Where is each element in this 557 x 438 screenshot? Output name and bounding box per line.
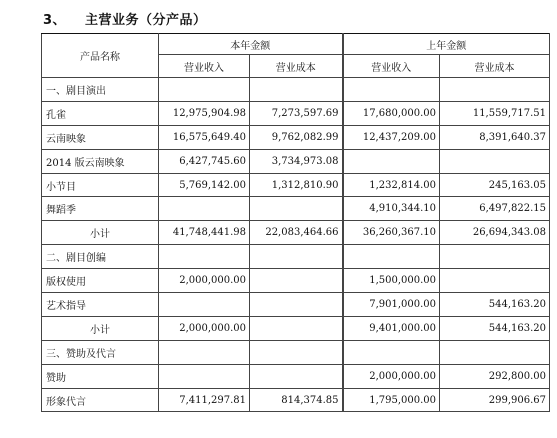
- header-row-1: [42, 34, 550, 55]
- prior-cost-cell: [440, 340, 550, 364]
- prior-revenue-cell: 1,500,000.00: [343, 269, 440, 293]
- table-row: [42, 364, 550, 388]
- header-prior-revenue: 营业收入: [343, 55, 440, 78]
- product-name-cell: 版权使用: [42, 269, 159, 293]
- prior-cost-cell: 8,391,640.37: [440, 125, 550, 149]
- prior-cost-cell: 544,163.20: [440, 293, 550, 317]
- table-row: [42, 388, 550, 412]
- current-cost-cell: 3,734,973.08: [250, 149, 343, 173]
- prior-revenue-cell: 17,680,000.00: [343, 101, 440, 125]
- prior-cost-cell: [440, 149, 550, 173]
- product-name-cell: 孔雀: [42, 101, 159, 125]
- header-current-revenue: 营业收入: [159, 55, 250, 78]
- current-cost-cell: [250, 197, 343, 221]
- prior-cost-cell: 245,163.05: [440, 173, 550, 197]
- table-row: [42, 221, 550, 245]
- product-name-cell: 一、剧目演出: [42, 78, 159, 102]
- prior-revenue-cell: 2,000,000.00: [343, 364, 440, 388]
- product-name-cell: 小节目: [42, 173, 159, 197]
- current-cost-cell: 814,374.85: [250, 388, 343, 412]
- product-name-cell: 三、赞助及代言: [42, 340, 159, 364]
- table-row: [42, 293, 550, 317]
- table-row: [42, 125, 550, 149]
- table-row: [42, 316, 550, 340]
- product-name-cell: 形象代言: [42, 388, 159, 412]
- current-revenue-cell: 41,748,441.98: [159, 221, 250, 245]
- prior-revenue-cell: [343, 245, 440, 269]
- prior-cost-cell: [440, 78, 550, 102]
- header-current-year: 本年金额: [159, 34, 343, 55]
- product-name-cell: 赞助: [42, 364, 159, 388]
- current-revenue-cell: [159, 78, 250, 102]
- prior-cost-cell: 292,800.00: [440, 364, 550, 388]
- current-revenue-cell: 6,427,745.60: [159, 149, 250, 173]
- prior-revenue-cell: [343, 78, 440, 102]
- current-cost-cell: [250, 78, 343, 102]
- current-cost-cell: [250, 269, 343, 293]
- current-revenue-cell: 7,411,297.81: [159, 388, 250, 412]
- prior-revenue-cell: 9,401,000.00: [343, 316, 440, 340]
- table-row: [42, 78, 550, 102]
- product-name-cell: 舞蹈季: [42, 197, 159, 221]
- product-name-cell: 2014 版云南映象: [42, 149, 159, 173]
- table-row: [42, 269, 550, 293]
- prior-cost-cell: 299,906.67: [440, 388, 550, 412]
- current-revenue-cell: 12,975,904.98: [159, 101, 250, 125]
- prior-cost-cell: [440, 245, 550, 269]
- product-name-cell: 小计: [42, 316, 159, 340]
- table-body: [42, 78, 550, 412]
- table-row: [42, 173, 550, 197]
- prior-revenue-cell: 12,437,209.00: [343, 125, 440, 149]
- current-cost-cell: 22,083,464.66: [250, 221, 343, 245]
- current-revenue-cell: 16,575,649.40: [159, 125, 250, 149]
- current-cost-cell: [250, 316, 343, 340]
- table-row: [42, 101, 550, 125]
- current-revenue-cell: [159, 364, 250, 388]
- prior-revenue-cell: 36,260,367.10: [343, 221, 440, 245]
- current-cost-cell: [250, 364, 343, 388]
- prior-revenue-cell: [343, 340, 440, 364]
- current-cost-cell: 9,762,082.99: [250, 125, 343, 149]
- current-revenue-cell: [159, 197, 250, 221]
- prior-revenue-cell: 7,901,000.00: [343, 293, 440, 317]
- table-row: [42, 197, 550, 221]
- current-revenue-cell: 2,000,000.00: [159, 269, 250, 293]
- prior-revenue-cell: 1,795,000.00: [343, 388, 440, 412]
- section-heading: [43, 9, 207, 28]
- header-prior-cost: 营业成本: [440, 55, 550, 78]
- current-cost-cell: 1,312,810.90: [250, 173, 343, 197]
- table-row: [42, 340, 550, 364]
- current-revenue-cell: [159, 245, 250, 269]
- current-cost-cell: [250, 340, 343, 364]
- current-revenue-cell: 5,769,142.00: [159, 173, 250, 197]
- prior-revenue-cell: 4,910,344.10: [343, 197, 440, 221]
- current-revenue-cell: 2,000,000.00: [159, 316, 250, 340]
- prior-cost-cell: 26,694,343.08: [440, 221, 550, 245]
- product-name-cell: 艺术指导: [42, 293, 159, 317]
- revenue-by-product-table: [41, 33, 550, 412]
- header-current-cost: 营业成本: [250, 55, 343, 78]
- prior-cost-cell: [440, 269, 550, 293]
- prior-revenue-cell: 1,232,814.00: [343, 173, 440, 197]
- section-title: 主营业务（分产品）: [85, 13, 207, 28]
- product-name-cell: 云南映象: [42, 125, 159, 149]
- prior-cost-cell: 6,497,822.15: [440, 197, 550, 221]
- header-prior-year: 上年金额: [343, 34, 550, 55]
- table-row: [42, 149, 550, 173]
- section-number: 3、: [43, 13, 67, 28]
- current-cost-cell: 7,273,597.69: [250, 101, 343, 125]
- prior-cost-cell: 11,559,717.51: [440, 101, 550, 125]
- prior-revenue-cell: [343, 149, 440, 173]
- current-revenue-cell: [159, 293, 250, 317]
- current-cost-cell: [250, 293, 343, 317]
- current-revenue-cell: [159, 340, 250, 364]
- table-row: [42, 245, 550, 269]
- product-name-cell: 二、剧目创编: [42, 245, 159, 269]
- header-product-name: 产品名称: [42, 34, 159, 78]
- current-cost-cell: [250, 245, 343, 269]
- prior-cost-cell: 544,163.20: [440, 316, 550, 340]
- product-name-cell: 小计: [42, 221, 159, 245]
